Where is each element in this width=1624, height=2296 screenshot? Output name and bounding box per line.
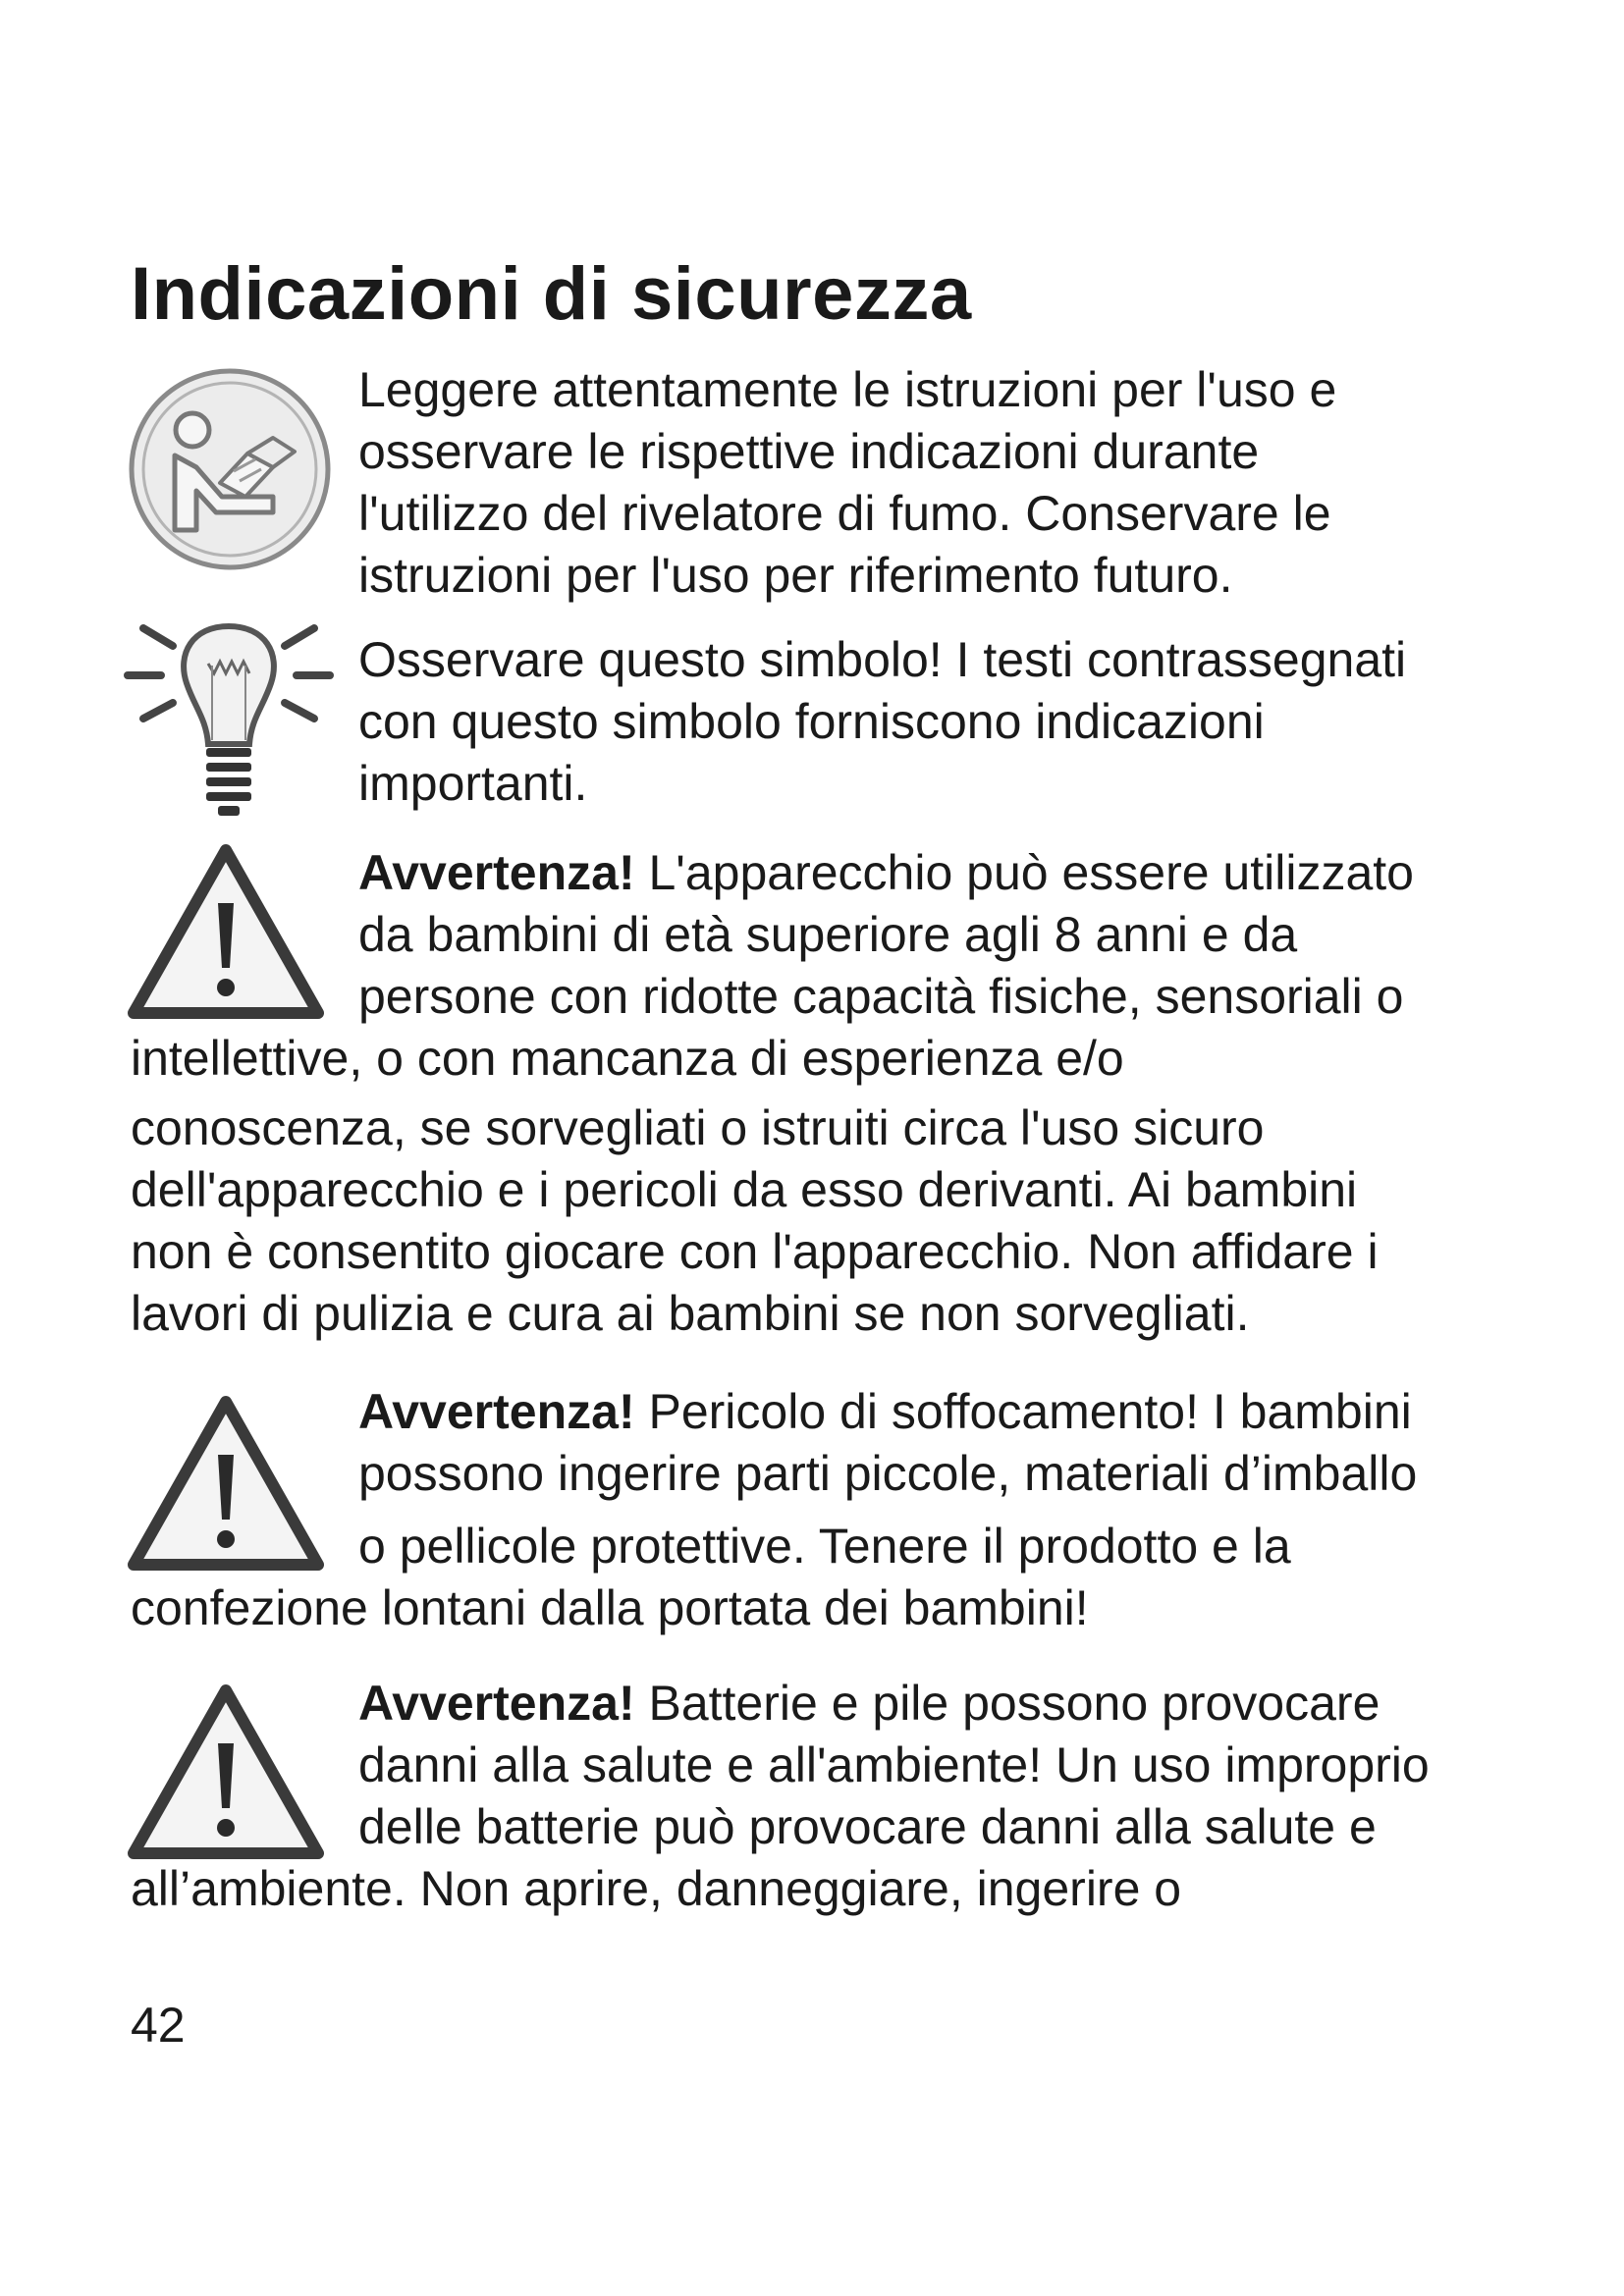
text-line: danni alla salute e all'ambiente! Un uso improprio xyxy=(358,1737,1430,1792)
text-span: Pericolo di soffocamento! I bambini xyxy=(634,1384,1412,1439)
text-line: l'utilizzo del rivelatore di fumo. Conservare le xyxy=(358,486,1331,541)
text-line: confezione lontani dalla portata dei bambini! xyxy=(131,1580,1089,1635)
text-line: persone con ridotte capacità fisiche, sensoriali o xyxy=(358,969,1404,1024)
text-line: importanti. xyxy=(358,756,588,811)
text-line: lavori di pulizia e cura ai bambini se non sorvegliati. xyxy=(131,1286,1250,1341)
warning-triangle-icon xyxy=(126,1394,326,1573)
warning-label: Avvertenza! xyxy=(358,845,635,900)
text-line xyxy=(358,1676,1380,1731)
text-line: intellettive, o con mancanza di esperienza e/o xyxy=(131,1031,1124,1086)
text-line: con questo simbolo forniscono indicazioni xyxy=(358,694,1265,749)
text-line: Leggere attentamente le istruzioni per l'uso e xyxy=(358,362,1337,417)
warning-label: Avvertenza! xyxy=(358,1676,635,1731)
text-line: delle batterie può provocare danni alla salute e xyxy=(358,1799,1377,1854)
text-line: Osservare questo simbolo! I testi contrassegnati xyxy=(358,632,1407,687)
text-line: possono ingerire parti piccole, materiali d’imballo xyxy=(358,1446,1418,1501)
text-line: non è consentito giocare con l'apparecchio. Non affidare i xyxy=(131,1224,1379,1279)
warning-triangle-icon xyxy=(126,1682,326,1861)
page-number: 42 xyxy=(131,1998,186,2053)
text-line: da bambini di età superiore agli 8 anni e da xyxy=(358,907,1298,962)
text-line: o pellicole protettive. Tenere il prodotto e la xyxy=(358,1519,1291,1574)
warning-triangle-icon xyxy=(126,842,326,1021)
text-span: L'apparecchio può essere utilizzato xyxy=(634,845,1414,900)
lightbulb-icon xyxy=(124,616,334,821)
text-line: all’ambiente. Non aprire, danneggiare, ingerire o xyxy=(131,1861,1182,1916)
text-line: conoscenza, se sorvegliati o istruiti circa l'uso sicuro xyxy=(131,1100,1265,1155)
text-line: dell'apparecchio e i pericoli da esso derivanti. Ai bambini xyxy=(131,1162,1358,1217)
read-manual-icon xyxy=(126,365,334,573)
warning-label: Avvertenza! xyxy=(358,1384,635,1439)
text-line xyxy=(358,1384,1412,1439)
page-title: Indicazioni di sicurezza xyxy=(131,252,972,336)
text-line: osservare le rispettive indicazioni durante xyxy=(358,424,1260,479)
text-span: Batterie e pile possono provocare xyxy=(634,1676,1380,1731)
text-line xyxy=(358,845,1414,900)
text-line: istruzioni per l'uso per riferimento futuro. xyxy=(358,548,1233,603)
